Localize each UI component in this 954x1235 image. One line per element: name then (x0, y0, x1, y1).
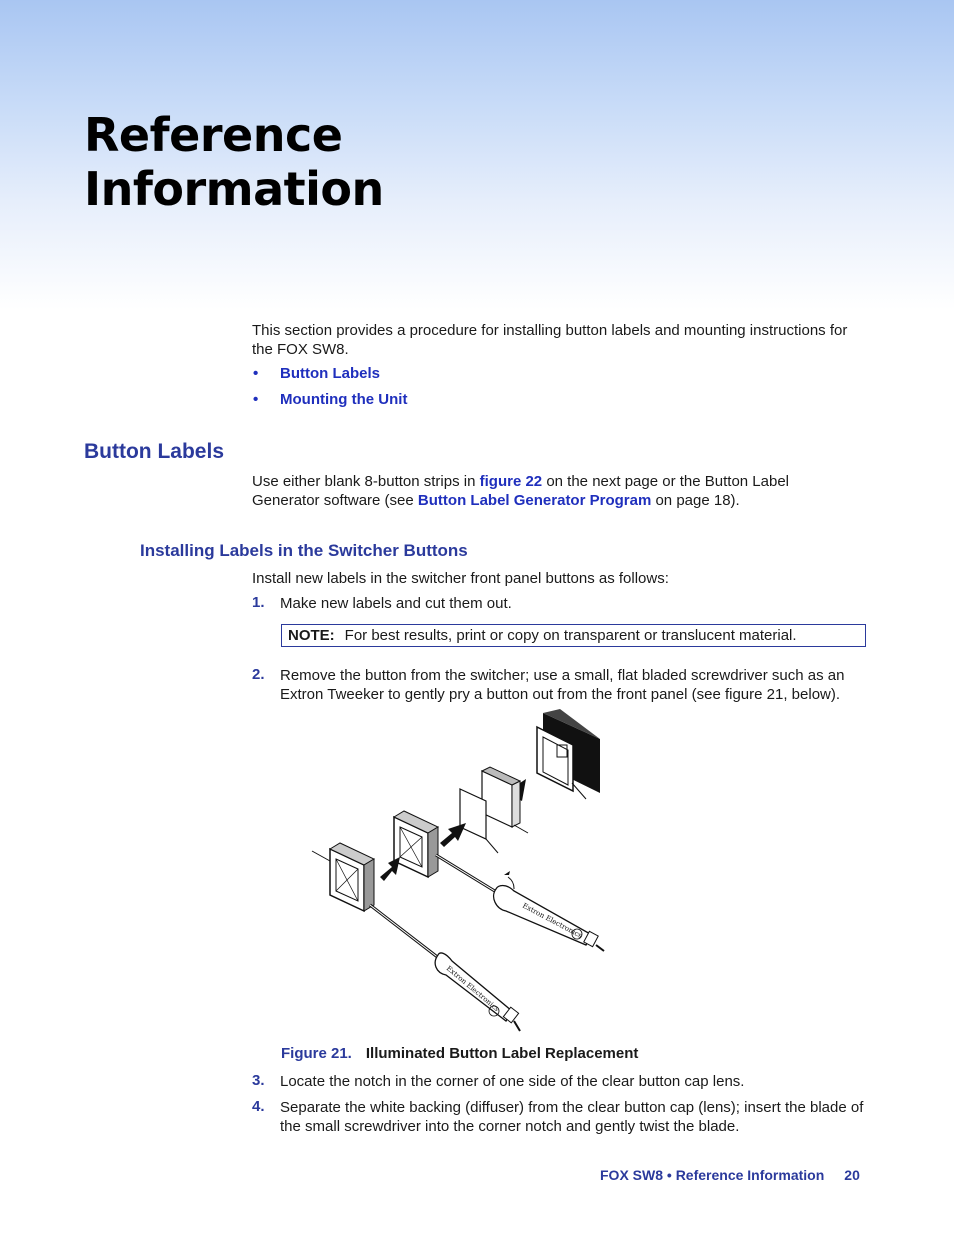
button-middle (394, 811, 438, 877)
link-figure-22[interactable]: figure 22 (479, 473, 543, 490)
screwdriver-upper (436, 855, 604, 951)
note-box (281, 624, 866, 647)
link-button-labels[interactable]: Button Labels (280, 365, 380, 382)
arrow-2-icon (440, 823, 466, 847)
intro-paragraph: This section provides a procedure for installing button labels and mounting instructions for the FOX SW8. (252, 322, 848, 358)
step-2-line1: Remove the button from the switcher; use a small, flat bladed screwdriver such as an (280, 667, 845, 684)
screwdriver-lower (370, 905, 520, 1031)
link-button-label-generator[interactable]: Button Label Generator Program (417, 492, 652, 509)
label-and-cap (460, 767, 528, 853)
figure-caption (281, 1045, 638, 1062)
button-labels-paragraph-line2: Generator software (see Button Label Generator Program on page 18). (252, 492, 740, 509)
figure-title: Illuminated Button Label Replacement (365, 1045, 639, 1062)
tool-brand-lower: Extron Electronics (444, 964, 501, 1014)
page-footer (600, 1167, 860, 1183)
panel-opening (537, 709, 600, 799)
step-4-line1: Separate the white backing (diffuser) from the clear button cap (lens); insert the blade of (280, 1099, 864, 1116)
step-1-number: 1. (252, 594, 265, 611)
button-left (312, 843, 374, 911)
link-mounting-the-unit[interactable]: Mounting the Unit (280, 391, 408, 408)
bullet-mounting-unit[interactable]: • Mounting the Unit (253, 391, 408, 408)
figure-number: Figure 21. (281, 1045, 352, 1062)
chapter-title-line1: Reference (84, 108, 343, 162)
step-1-text: Make new labels and cut them out. (280, 595, 512, 612)
chapter-title (84, 108, 384, 216)
step-4-line2: the small screwdriver into the corner notch and gently twist the blade. (280, 1118, 740, 1135)
footer-page-number: 20 (844, 1167, 860, 1183)
button-replacement-illustration (300, 705, 620, 1040)
section-heading-button-labels: Button Labels (84, 440, 224, 463)
button-labels-paragraph-line1: Use either blank 8-button strips in figure 22 on the next page or the Button Label (252, 473, 790, 490)
step-3-number: 3. (252, 1072, 265, 1089)
bullet-button-labels[interactable]: • Button Labels (253, 365, 380, 382)
installing-intro: Install new labels in the switcher front panel buttons as follows: (252, 570, 669, 587)
note-text: For best results, print or copy on transparent or translucent material. (344, 627, 797, 644)
footer-doc-title: FOX SW8 • Reference Information (600, 1167, 825, 1183)
chapter-title-line2: Information (84, 162, 384, 216)
step-2-line2: Extron Tweeker to gently pry a button out from the front panel (see figure 21, below). (280, 686, 841, 703)
step-4-number: 4. (252, 1098, 265, 1115)
note-label: NOTE: (288, 627, 335, 644)
arrow-1-icon (380, 857, 400, 881)
subsection-heading-installing: Installing Labels in the Switcher Buttons (140, 541, 468, 560)
step-2-number: 2. (252, 666, 265, 683)
step-3-text: Locate the notch in the corner of one side of the clear button cap lens. (280, 1073, 745, 1090)
tool-brand-upper: Extron Electronics (521, 901, 584, 940)
